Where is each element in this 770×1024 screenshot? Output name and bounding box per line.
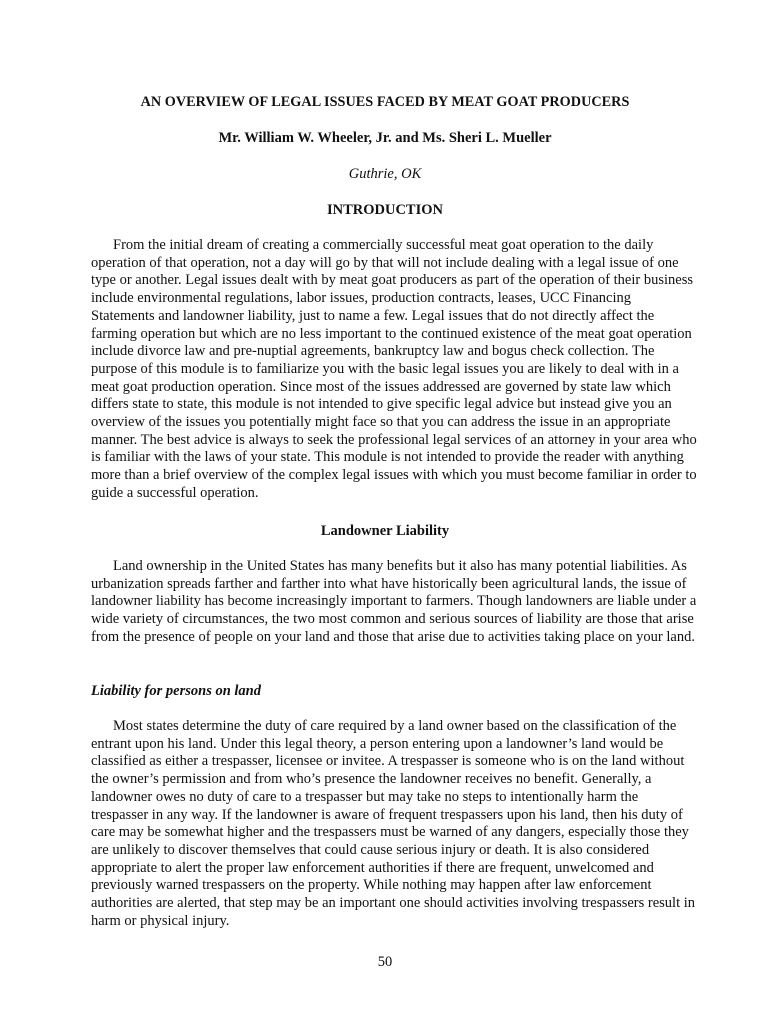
landowner-liability-paragraph: Land ownership in the United States has many benefits but it also has many potential liabilities. As urbanization spreads farther and farther into what have historically been agricultural lands, the issue of landowner liability has become increasingly important to farmers. Though landowners are liable under a wide variety of circumstances, the two most common and serious sources of liability are those that arise from the presence of people on your land and those that arise due to activities taking place on your land. (91, 558, 697, 645)
document-location: Guthrie, OK (348, 166, 422, 182)
landowner-liability-heading: Landowner Liability (320, 523, 450, 539)
document-title: AN OVERVIEW OF LEGAL ISSUES FACED BY MEAT GOAT PRODUCERS (140, 94, 630, 110)
introduction-paragraph: From the initial dream of creating a commercially successful meat goat operation to the daily operation of that operation, not a day will go by that will not include dealing with a legal issue of one type or another. Legal issues dealt with by meat goat producers as part of the operation of their business include environmental regulations, labor issues, production contracts, leases, UCC Financing Statements and landowner liability, just to name a few. Legal issues that do not directly affect the farming operation but which are no less important to the continued existence of the meat goat operation include divorce law and pre-nuptial agreements, bankruptcy law and bogus check collection. The purpose of this module is to familiarize you with the basic legal issues you are likely to deal with in a meat goat production operation. Since most of the issues addressed are governed by state law which differs state to state, this module is not intended to give specific legal advice but instead give you an overview of the issues you potentially might face so that you can address the issue in an appropriate manner. The best advice is always to seek the professional legal services of an attorney in your area who is familiar with the laws of your state. This module is not intended to provide the reader with anything more than a brief overview of the complex legal issues with which you must become familiar in order to guide a successful operation. (91, 237, 697, 501)
page-number: 50 (377, 954, 393, 970)
liability-persons-heading: Liability for persons on land (91, 683, 261, 699)
liability-persons-paragraph: Most states determine the duty of care required by a land owner based on the classification of the entrant upon his land. Under this legal theory, a person entering upon a landowner’s land would be classified as either a trespasser, licensee or invitee. A trespasser is someone who is on the land without the owner’s permission and from who’s presence the landowner receives no benefit. Generally, a landowner owes no duty of care to a trespasser but may take no steps to intentionally harm the trespasser in any way. If the landowner is aware of frequent trespassers upon his land, then his duty of care may be somewhat higher and the trespassers must be warned of any dangers, especially those they are unlikely to discover themselves that could cause serious injury or death. It is also considered appropriate to alert the proper law enforcement authorities if there are frequent, unwelcomed and previously warned trespassers on the property. While nothing may happen after law enforcement authorities are alerted, that step may be an important one should activities involving trespassers result in harm or physical injury. (91, 718, 696, 929)
document-authors: Mr. William W. Wheeler, Jr. and Ms. Sheri L. Mueller (218, 130, 552, 146)
introduction-heading: INTRODUCTION (326, 202, 443, 218)
